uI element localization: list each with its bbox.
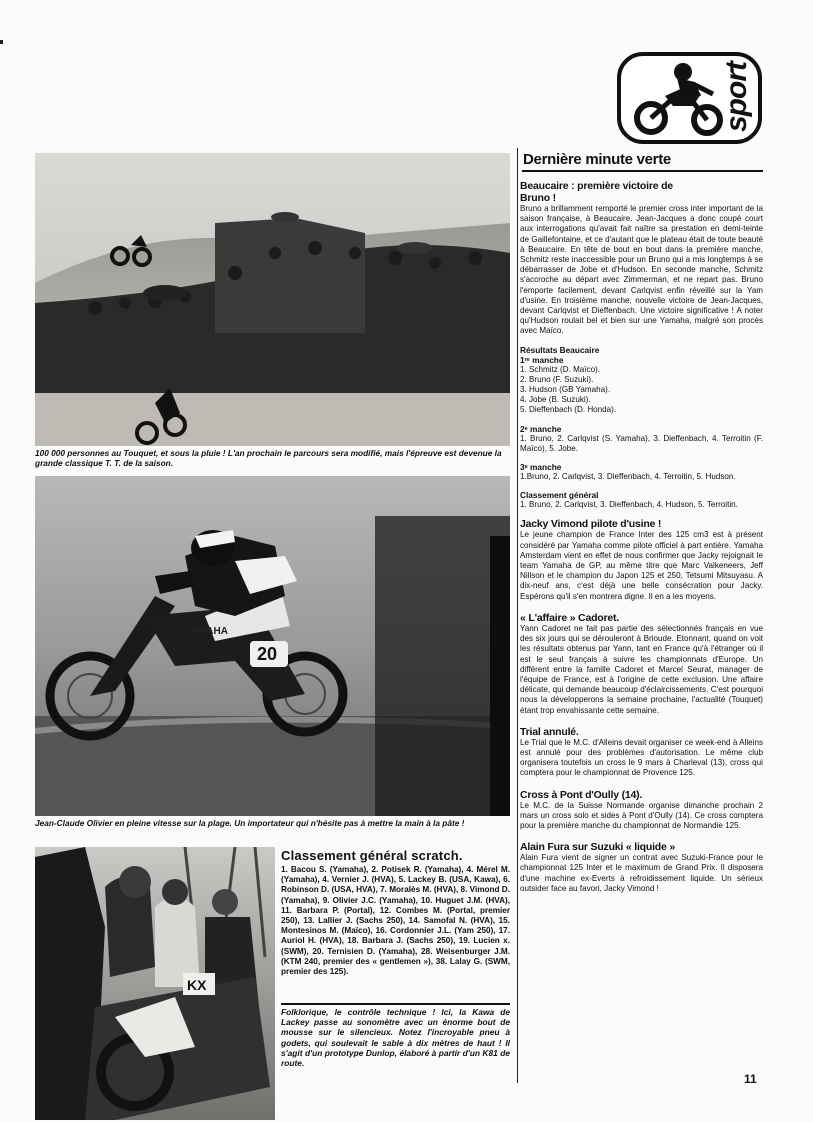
column-rule [517, 148, 518, 1083]
bike-plate-kx: KX [187, 977, 207, 993]
divider [281, 1003, 510, 1005]
pont-doully-article: Le M.C. de la Suisse Normande organise dimanche prochain 2 mars un cross solo et sides à Pont d'Oully (14). Ce cross comptera pour la première manche du championnat de Normandie 125. [520, 800, 763, 830]
cadoret-heading: « L'affaire » Cadoret. [520, 611, 620, 624]
fura-article: Alain Fura vient de signer un contrat avec Suzuki-France pour le championnat 125 Inter et le maximum de Grand Prix. Il disposera d'une machine ex-Everts à refroidissement liquide. Un sérieux outsider face au favori, Jacky Vimond ! [520, 853, 763, 893]
beaucaire-heading-line1: Beaucaire : première victoire de [520, 180, 673, 192]
sport-section-logo [617, 52, 762, 144]
trial-article: Le Trial que le M.C. d'Alleins devait organiser ce week-end à Alleins est annulé pour des problèmes d'autorisation. Le même club organisera toutefois un cross le 9 mars à Charleval (13), cross qui comptera pour le championnat de Provence 125. [520, 737, 763, 778]
vimond-article: Le jeune champion de France Inter des 125 cm3 est à présent considéré par Yamaha comme pilote officiel à part entière. Yamaha Amsterdam vient en effet de nous confirmer que Jacky rejoignait le team Yamaha de GP, au même titre que Marc Valkeneers, Jeff Nillson et le champion du Japon 125 et 250, Tetsumi Mitsuyasu. A dix-neuf ans, c'est déjà une belle consécration pour Jacky. Espérons qu'il s'en montrera digne. Il en a les moyens. [520, 530, 763, 601]
heat1-result: 3. Hudson (GB Yamaha). [520, 385, 611, 395]
bike-number-plate: 20 [257, 644, 278, 664]
page-number: 11 [744, 1072, 757, 1086]
vimond-heading: Jacky Vimond pilote d'usine ! [520, 518, 662, 531]
heat3-heading: 3ᵉ manche [520, 462, 562, 473]
heat3-results: 1.Bruno, 2. Carlqvist, 3. Dieffenbach, 4. Terroitin, 5. Hudson. [520, 472, 736, 482]
sidebar-column [520, 180, 763, 894]
scratch-classification-title: Classement général scratch. [281, 848, 463, 863]
pont-doully-heading: Cross à Pont d'Oully (14). [520, 788, 643, 801]
scratch-classification-text: 1. Bacou S. (Yamaha), 2. Potisek R. (Yamaha), 4. Mérel M. (Yamaha), 4. Vernier J. (HVA), 5. Lackey B. (USA, Kawa), 6. Robinson D. (USA, HVA), 7. Moralès M. (HVA), 8. Vimond D. (Yamaha), 9. Olivier J.C. (Yamaha), 10. Huguet J.M. (HVA), 11. Barbara P. (Portal), 12. Combes M. (Portal, premier 250), 13. Lallier J. (Sachs 250), 14. Samofal N. (HVA), 15. Montesinos M. (Maïco), 16. Cordonnier J.L. (Yam 250), 17. Auriol H. (HVA), 18. Barbara J. (Sachs 250), 19. Lucien x. (SWM), 20. Ternisien D. (Yamaha), 28. Weisenburger J.M. (KTM 240, premier des « gentlemen »), 38. Lalay G. (SWM, premier des 125). [281, 865, 510, 977]
technical-control-photo [35, 847, 275, 1120]
beach-rider-caption: Jean-Claude Olivier en pleine vitesse sur la plage. Un importateur qui n'hésite pas à mettre la main à la pâte ! [35, 818, 465, 828]
fura-heading: Alain Fura sur Suzuki « liquide » [520, 841, 676, 854]
heat1-result: 4. Jobe (B. Suzuki). [520, 395, 591, 405]
beaucaire-heading-line2: Bruno ! [520, 192, 556, 204]
margin-mark [0, 40, 3, 44]
crowd-photo [35, 153, 510, 446]
crowd-photo-caption: 100 000 personnes au Touquet, et sous la pluie ! L'an prochain le parcours sera modifié, mais l'épreuve est devenue la grande classique T. T. de la saison. [35, 448, 502, 468]
sidebar-title-underline [522, 170, 763, 172]
technical-control-caption: Folklorique, le contrôle technique ! Ici, la Kawa de Lackey passe au sonomètre avec un énorme bout de mousse sur le silencieux. Notez l'incroyable pneu à godets, qui soulevait le sable à dix mètres de haut ! Il s'agit d'un prototype Dunlop, élaboré à partir d'un K81 de route. [281, 1007, 510, 1069]
overall-results: 1. Bruno, 2. Carlqvist, 3. Dieffenbach, 4. Hudson, 5. Terroitin. [520, 500, 738, 510]
heat1-result: 1. Schmitz (D. Maïco). [520, 364, 601, 374]
overall-heading: Classement général [520, 490, 599, 501]
bike-brand-tank: YAMAHA [185, 626, 228, 637]
heat1-result: 2. Bruno (F. Suzuki). [520, 374, 594, 384]
heat1-heading: 1ʳᵉ manche [520, 354, 564, 365]
heat1-result: 5. Dieffenbach (D. Honda). [520, 405, 617, 415]
heat2-results: 1. Bruno, 2. Carlqvist (S. Yamaha), 3. Dieffenbach, 4. Terroitin (F. Maïco), 5. Jobe. [520, 433, 763, 453]
beaucaire-article: Bruno a brillamment remporté le premier cross inter important de la saison française, à Beaucaire. Jean-Jacques a donc coupé court aux interrogations qu'avait fait naître sa prestation en demi-teinte de Gaillefontaine, et ce d'autant que le plateau était de toute beauté à Beaucaire. En tête de bout en bout dans la première manche, Schmitz reste inaccessible pour un Bruno qui a mis longtemps à se débarrasser de Jobe et d'Hudson. En seconde manche, Schmitz s'accroche au départ avec Zimmerman, et ne repart pas. Bruno l'emporte facilement, devant Carlqvist enfin réveillé sur la Yam d'usine. En troisième manche, nouvelle victoire de Jean-Jacques, devant Carlqvist et Dieffenbach. Une victoire significative ! A noter qu'Hudson roulait bel et bien sur une Yamaha, malgré son procès avec Maïco. [520, 204, 763, 336]
cadoret-article: Yann Cadoret ne fait pas partie des sélectionnés français en vue des six jours qui se dérouleront à Brioude. Etonnant, quand on voit les résultats obtenus par Yann, tant en France qu'à l'étranger où il est le seul français à suivre les championnats d'Europe. Un différent entre la famille Cadoret et Marcel Seurat, manager de l'équipe de France, est à l'origine de cette exclusion. Une affaire délicate, qui demande beaucoup d'éclaircissements. C'est pourquoi nous la développerons la semaine prochaine, l'actualité (Touquet) étant trop envahissante cette semaine. [520, 623, 763, 715]
beach-rider-photo [35, 476, 510, 816]
sport-logo-word: sport [720, 62, 753, 132]
trial-heading: Trial annulé. [520, 725, 579, 738]
sidebar-title: Dernière minute verte [523, 151, 671, 168]
results-heading: Résultats Beaucaire [520, 344, 600, 355]
heat2-heading: 2ᵉ manche [520, 423, 562, 434]
